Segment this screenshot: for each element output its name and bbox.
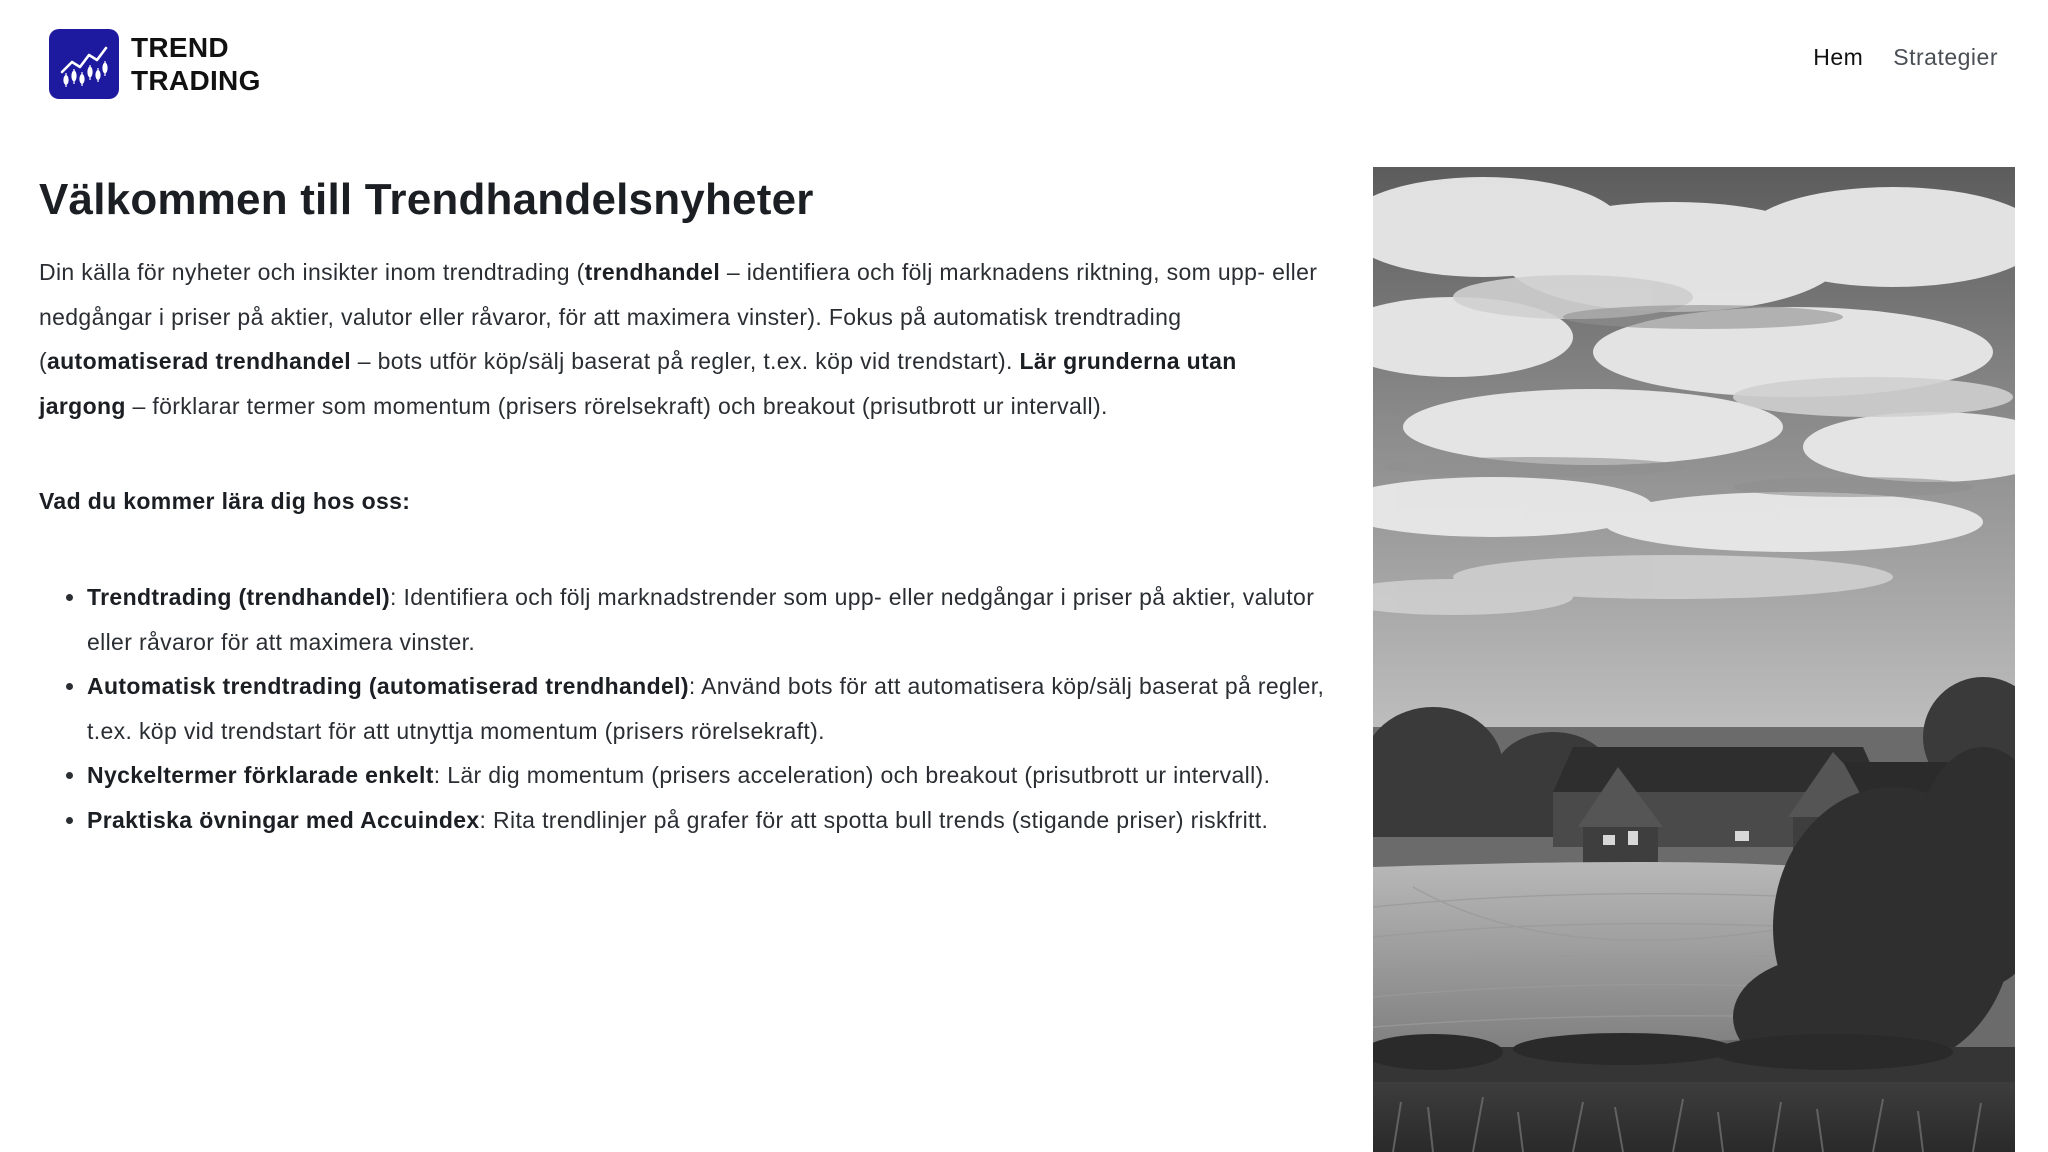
main-content [39, 168, 1329, 842]
feature-text: : Rita trendlinjer på grafer för att spotta bull trends (stigande priser) riskfritt. [479, 806, 1269, 833]
intro-text-3: – bots utför köp/sälj baserat på regler, t.ex. köp vid trendstart). [351, 348, 1020, 374]
feature-title: Nyckeltermer förklarade enkelt [87, 762, 434, 788]
nav-item-strategier[interactable]: Strategier [1893, 44, 1998, 70]
nav-item-hem[interactable]: Hem [1813, 44, 1864, 70]
site-logo[interactable] [49, 29, 261, 99]
intro-bold-1: trendhandel [584, 259, 721, 285]
section-subheading: Vad du kommer lära dig hos oss: [39, 488, 411, 514]
intro-text-4: – förklarar termer som momentum (prisers rörelsekraft) och breakout (prisutbrott ur intervall). [125, 392, 1108, 419]
feature-text: : Lär dig momentum (prisers acceleration) och breakout (prisutbrott ur intervall). [433, 762, 1271, 788]
feature-text: : Använd bots för att automatisera köp/sälj baserat på regler, t.ex. köp vid trendstart för att utnyttja momentum (prisers rörelsekraft). [87, 673, 1325, 744]
logo-line-1: TREND [131, 32, 229, 63]
main-nav [1813, 44, 1998, 71]
page-title: Välkommen till Trendhandelsnyheter [39, 175, 814, 224]
feature-title: Trendtrading (trendhandel) [87, 584, 390, 610]
intro-text-1: Din källa för nyheter och insikter inom trendtrading ( [39, 259, 585, 285]
list-item [87, 664, 1329, 753]
list-item [87, 575, 1329, 664]
feature-title: Automatisk trendtrading (automatiserad trendhandel) [87, 673, 689, 699]
hero-photo [1373, 167, 2015, 1152]
chart-candles-icon [49, 29, 119, 99]
site-header [0, 0, 2048, 126]
list-item [87, 753, 1329, 798]
intro-bold-2: automatiserad trendhandel [47, 348, 351, 374]
feature-list [39, 575, 1329, 842]
logo-line-2: TRADING [131, 65, 261, 96]
list-item [87, 798, 1329, 843]
intro-text-2: – identifiera och följ marknadens riktning, som upp- eller nedgångar i priser på aktier, valutor eller råvaror, för att maximera vinster). Fokus på automatisk trendtrading ( [39, 259, 1318, 374]
feature-title: Praktiska övningar med Accuindex [87, 806, 480, 833]
logo-wordmark [131, 31, 261, 97]
intro-paragraph [39, 250, 1329, 428]
feature-text: : Identifiera och följ marknadstrender som upp- eller nedgångar i priser på aktier, valutor eller råvaror för att maximera vinster. [87, 584, 1315, 655]
intro-bold-3: Lär grunderna utan jargong [39, 348, 1237, 419]
